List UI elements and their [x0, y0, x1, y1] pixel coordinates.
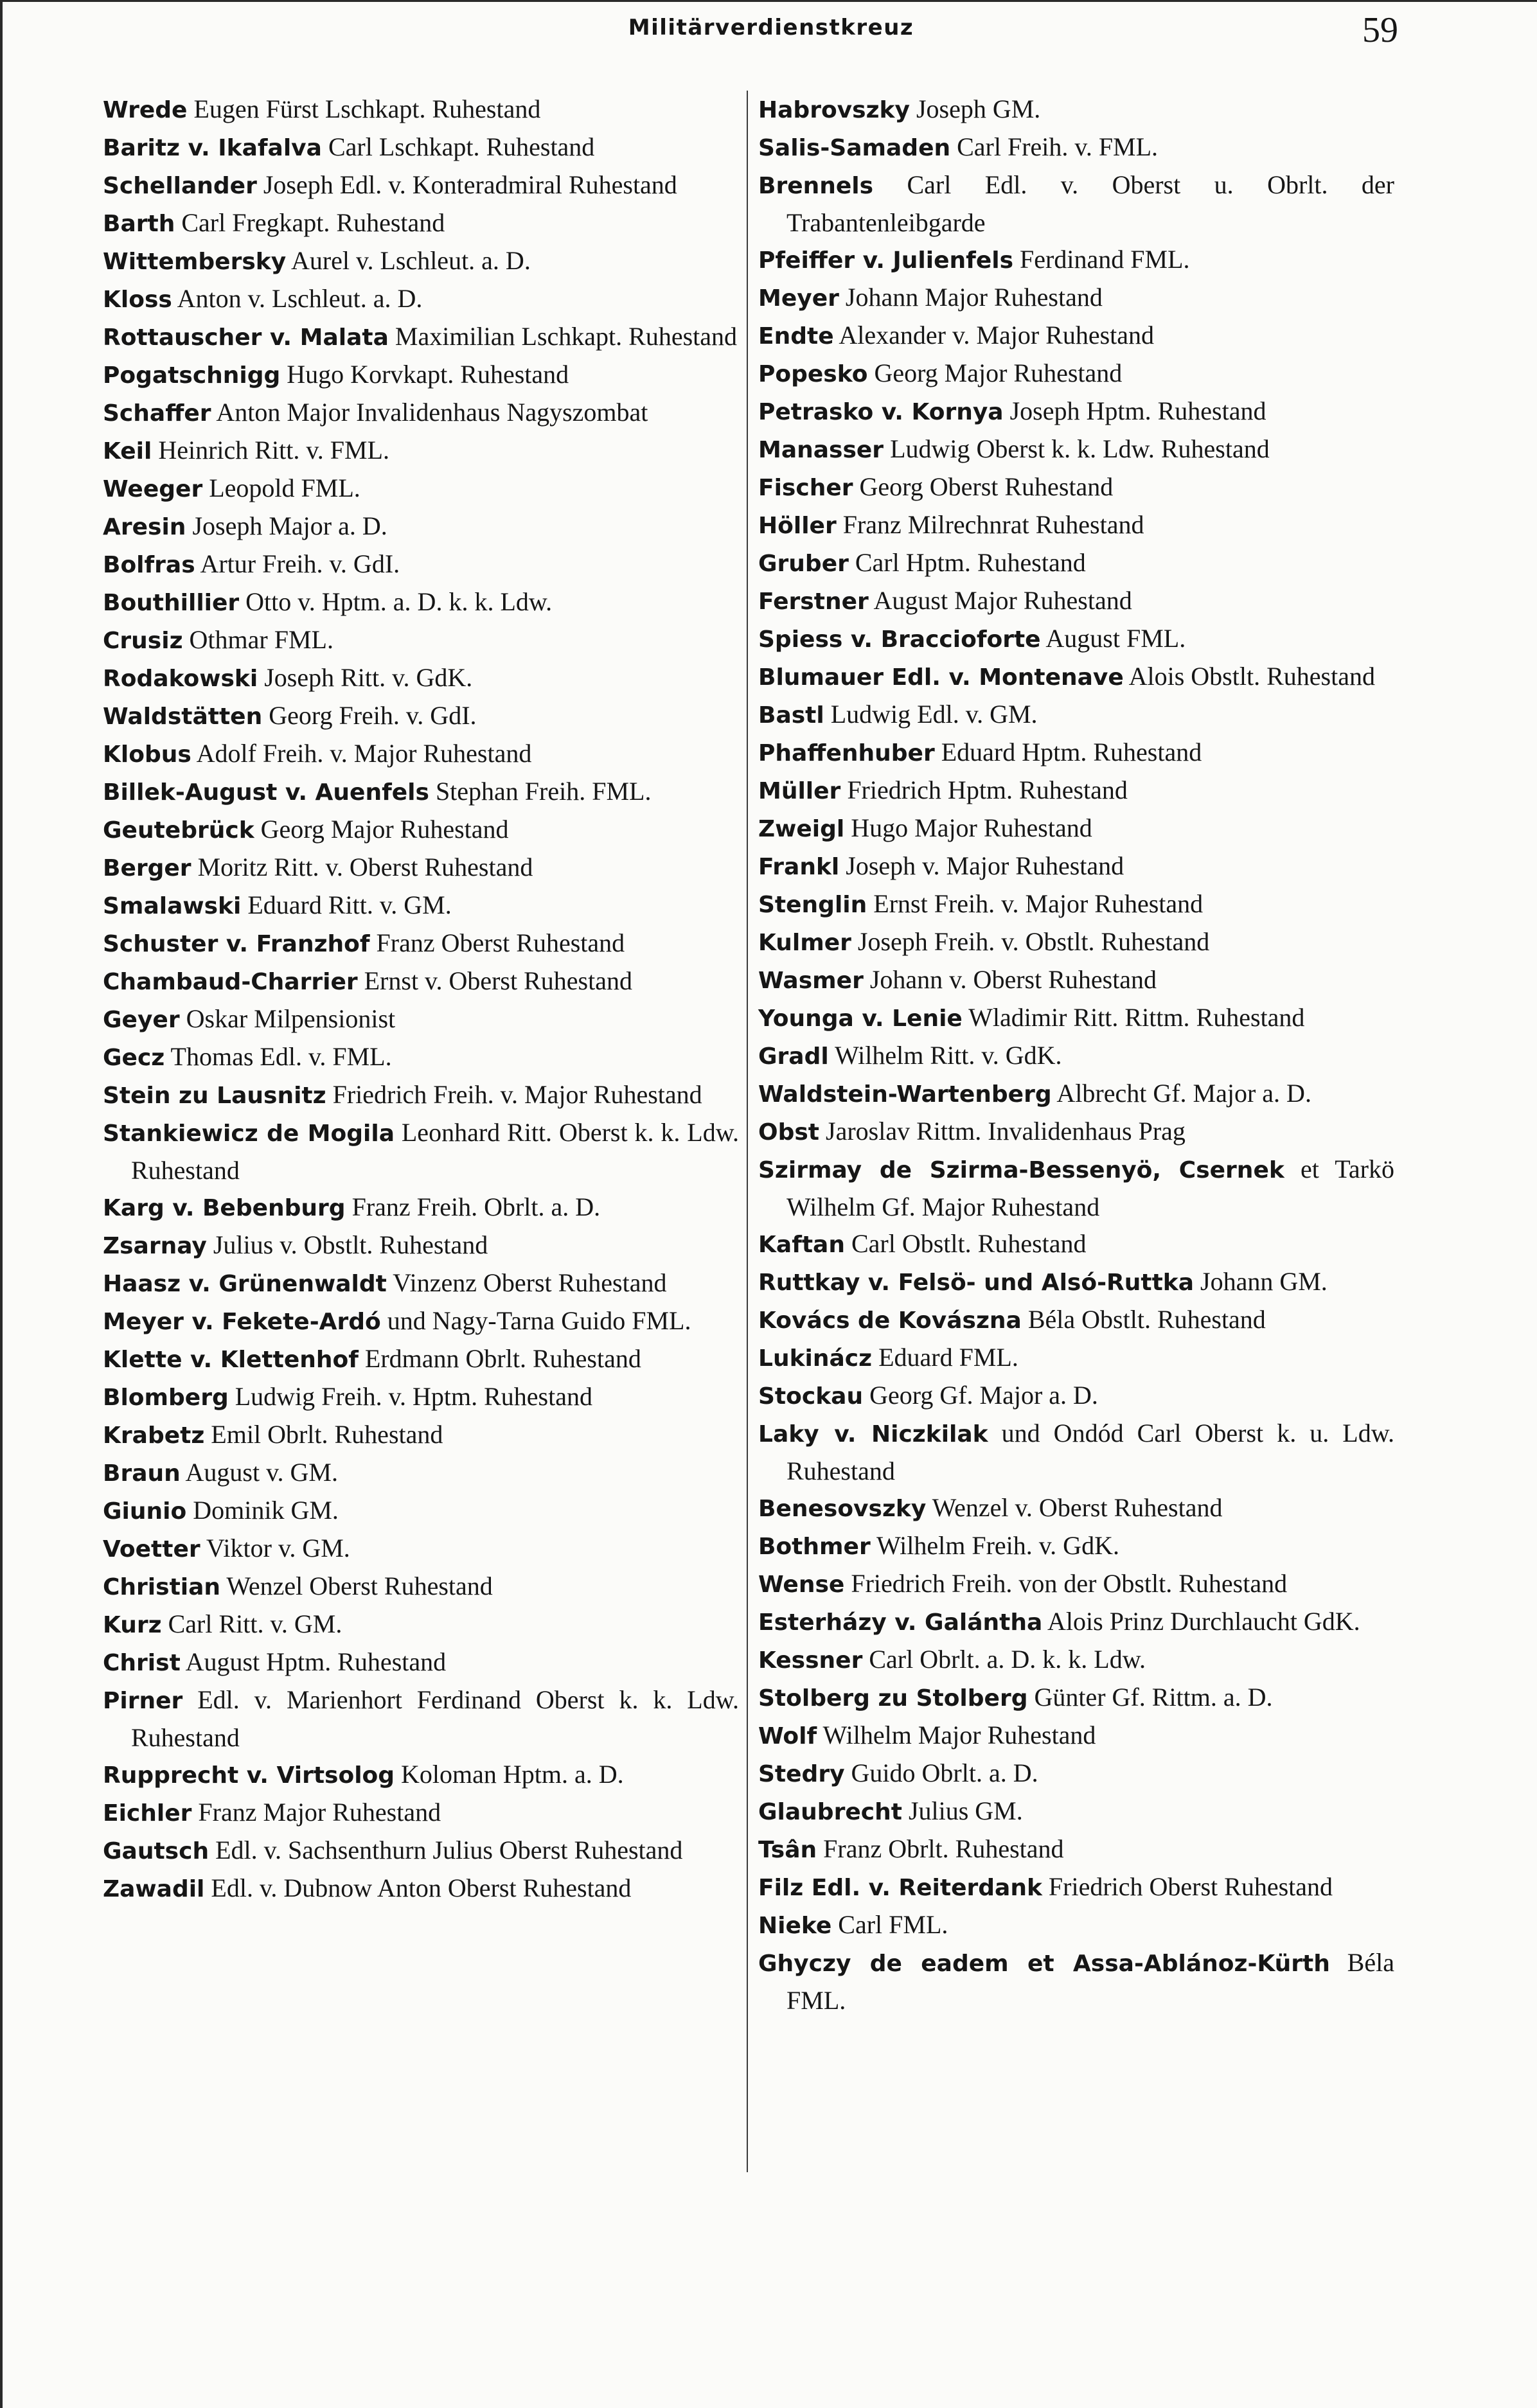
list-entry — [758, 696, 1394, 734]
entry-name: Habrovszky — [758, 97, 910, 123]
entry-name: Müller — [758, 778, 841, 804]
list-entry — [758, 317, 1394, 355]
entry-details: Ernst v. Oberst Ruhestand — [357, 966, 632, 995]
entry-details: Leonhard Ritt. Oberst k. k. Ldw. Ruhestand — [131, 1118, 739, 1185]
entry-details: Carl Ritt. v. GM. — [161, 1609, 342, 1638]
entry-details: Carl Edl. v. Oberst u. Obrlt. der Trabantenleibgarde — [786, 170, 1394, 237]
entry-details: et Tarkö Wilhelm Gf. Major Ruhestand — [786, 1155, 1394, 1221]
list-entry — [758, 658, 1394, 696]
entry-name: Kulmer — [758, 930, 851, 956]
entry-details: und Nagy-Tarna Guido FML. — [380, 1306, 691, 1335]
entry-details: Emil Obrlt. Ruhestand — [204, 1420, 443, 1449]
list-entry — [103, 91, 739, 128]
list-entry — [103, 280, 739, 318]
entry-name: Crusiz — [103, 628, 183, 654]
entry-name: Stockau — [758, 1383, 864, 1410]
entry-details: Stephan Freih. FML. — [429, 777, 652, 806]
entry-details: Erdmann Obrlt. Ruhestand — [358, 1344, 641, 1373]
entry-details: Wenzel v. Oberst Ruhestand — [926, 1493, 1223, 1522]
list-entry — [758, 1037, 1394, 1075]
entry-details: Alois Prinz Durchlaucht GdK. — [1042, 1607, 1360, 1636]
entry-name: Pogatschnigg — [103, 362, 281, 389]
entry-details: Joseph Edl. v. Konteradmiral Ruhestand — [256, 170, 677, 199]
page-title: Militärverdienstkreuz — [628, 15, 914, 40]
list-entry — [103, 697, 739, 735]
list-entry — [758, 430, 1394, 468]
list-entry — [103, 1454, 739, 1492]
entry-details: Georg Oberst Ruhestand — [853, 472, 1114, 501]
entry-name: Popesko — [758, 361, 868, 387]
entry-details: Ludwig Oberst k. k. Ldw. Ruhestand — [884, 434, 1270, 463]
entry-details: Georg Freih. v. GdI. — [262, 701, 477, 730]
entry-details: Ferdinand FML. — [1013, 245, 1190, 274]
list-entry — [758, 355, 1394, 393]
entry-name: Ghyczy de eadem et Assa-Ablánoz-Kürth — [758, 1951, 1330, 1977]
entry-name: Bolfras — [103, 552, 195, 578]
entry-name: Christ — [103, 1650, 181, 1676]
entry-name: Filz Edl. v. Reiterdank — [758, 1875, 1042, 1901]
entry-details: Franz Major Ruhestand — [191, 1798, 441, 1827]
list-entry — [758, 810, 1394, 847]
list-entry — [103, 1264, 739, 1302]
entry-details: Günter Gf. Rittm. a. D. — [1027, 1683, 1273, 1712]
list-entry — [103, 659, 739, 697]
entry-details: Friedrich Freih. v. Major Ruhestand — [326, 1080, 702, 1109]
list-entry — [758, 393, 1394, 430]
entry-name: Stein zu Lausnitz — [103, 1083, 326, 1109]
entry-name: Wrede — [103, 97, 188, 123]
entry-name: Geyer — [103, 1007, 180, 1033]
list-entry — [758, 923, 1394, 961]
entry-details: Guido Obrlt. a. D. — [844, 1758, 1038, 1787]
entry-name: Stedry — [758, 1761, 845, 1787]
entry-details: Aurel v. Lschleut. a. D. — [286, 246, 531, 275]
entry-name: Stankiewicz de Mogila — [103, 1120, 395, 1147]
entry-name: Ruttkay v. Felsö- und Alsó-Ruttka — [758, 1270, 1195, 1296]
entry-details: Friedrich Oberst Ruhestand — [1042, 1872, 1333, 1901]
entry-details: Carl Freih. v. FML. — [950, 132, 1159, 161]
entry-name: Spiess v. Braccioforte — [758, 626, 1041, 653]
list-entry — [103, 470, 739, 508]
entry-details: Ludwig Edl. v. GM. — [824, 700, 1038, 729]
entry-details: Otto v. Hptm. a. D. k. k. Ldw. — [239, 587, 553, 616]
entry-details: Georg Gf. Major a. D. — [863, 1381, 1098, 1410]
entry-name: Laky v. Niczkilak — [758, 1421, 988, 1447]
list-entry — [103, 1870, 739, 1908]
entry-details: und Ondód Carl Oberst k. u. Ldw. Ruhestand — [786, 1419, 1394, 1485]
entry-name: Kurz — [103, 1612, 162, 1638]
list-entry — [103, 1340, 739, 1378]
entry-name: Wolf — [758, 1723, 817, 1749]
entry-details: Carl Obrlt. a. D. k. k. Ldw. — [862, 1645, 1146, 1674]
list-entry — [103, 583, 739, 621]
list-entry — [103, 773, 739, 811]
entry-name: Baritz v. Ikafalva — [103, 135, 322, 161]
entry-details: Béla FML. — [786, 1948, 1394, 2015]
entry-name: Eichler — [103, 1800, 192, 1827]
entry-name: Gautsch — [103, 1838, 209, 1864]
list-entry — [758, 620, 1394, 658]
entry-details: Heinrich Ritt. v. FML. — [152, 436, 389, 465]
entry-details: Edl. v. Sachsenthurn Julius Oberst Ruhestand — [209, 1836, 683, 1864]
entry-name: Berger — [103, 855, 191, 881]
entry-name: Fischer — [758, 475, 853, 501]
list-entry — [758, 1755, 1394, 1793]
list-entry — [103, 1832, 739, 1870]
entry-details: Franz Freih. Obrlt. a. D. — [345, 1192, 601, 1221]
entry-name: Gradl — [758, 1043, 829, 1070]
entry-name: Voetter — [103, 1536, 200, 1563]
entry-name: Frankl — [758, 854, 840, 880]
entry-name: Schuster v. Franzhof — [103, 931, 370, 957]
entry-name: Blumauer Edl. v. Montenave — [758, 664, 1124, 691]
list-entry — [758, 1603, 1394, 1641]
entry-name: Geutebrück — [103, 817, 254, 844]
list-entry — [103, 1794, 739, 1832]
entry-name: Blomberg — [103, 1385, 229, 1411]
entry-name: Keil — [103, 438, 152, 465]
list-entry — [103, 621, 739, 659]
entry-name: Braun — [103, 1460, 181, 1487]
entry-name: Haasz v. Grünenwaldt — [103, 1271, 387, 1297]
entry-name: Gecz — [103, 1045, 165, 1071]
list-entry — [758, 1225, 1394, 1263]
entry-name: Rupprecht v. Virtsolog — [103, 1762, 395, 1789]
entry-name: Zweigl — [758, 816, 845, 842]
entry-name: Glaubrecht — [758, 1799, 902, 1825]
list-entry — [758, 772, 1394, 810]
entry-name: Salis-Samaden — [758, 135, 951, 161]
entry-name: Stolberg zu Stolberg — [758, 1685, 1028, 1712]
entry-details: Leopold FML. — [202, 474, 360, 502]
entry-details: August v. GM. — [180, 1458, 338, 1487]
list-entry — [758, 734, 1394, 772]
entry-details: Ludwig Freih. v. Hptm. Ruhestand — [228, 1382, 592, 1411]
page-header — [3, 10, 1537, 53]
entry-name: Schaffer — [103, 400, 211, 427]
entry-details: Artur Freih. v. GdI. — [195, 549, 400, 578]
entry-details: Dominik GM. — [186, 1496, 339, 1525]
entry-details: Hugo Major Ruhestand — [844, 813, 1092, 842]
list-entry — [103, 1681, 739, 1756]
entry-details: Joseph Major a. D. — [186, 511, 387, 540]
entry-name: Szirmay de Szirma-Bessenyö, Csernek — [758, 1157, 1284, 1183]
entry-details: Eduard Hptm. Ruhestand — [934, 738, 1202, 766]
entry-details: Anton Major Invalidenhaus Nagyszombat — [211, 398, 648, 427]
entry-name: Zsarnay — [103, 1233, 207, 1259]
entry-name: Tsân — [758, 1837, 817, 1863]
list-entry — [758, 847, 1394, 885]
entry-name: Waldstein-Wartenberg — [758, 1081, 1052, 1108]
list-entry — [103, 1076, 739, 1114]
entry-details: Koloman Hptm. a. D. — [395, 1760, 624, 1789]
entry-details: Carl FML. — [831, 1910, 948, 1939]
entry-details: Wilhelm Freih. v. GdK. — [870, 1531, 1119, 1560]
entry-name: Rottauscher v. Malata — [103, 324, 389, 351]
entry-name: Schellander — [103, 173, 257, 199]
entry-details: Eduard Ritt. v. GM. — [241, 890, 452, 919]
list-entry — [103, 508, 739, 545]
entry-details: Wilhelm Major Ruhestand — [817, 1721, 1096, 1749]
list-entry — [758, 91, 1394, 128]
list-entry — [758, 885, 1394, 923]
entry-name: Barth — [103, 211, 175, 237]
list-entry — [758, 1415, 1394, 1489]
entry-name: Kaftan — [758, 1232, 845, 1258]
list-entry — [103, 128, 739, 166]
entry-details: Joseph GM. — [909, 94, 1041, 123]
entry-name: Esterházy v. Galántha — [758, 1609, 1043, 1636]
list-entry — [758, 1263, 1394, 1301]
entry-details: Thomas Edl. v. FML. — [164, 1042, 392, 1071]
list-entry — [758, 1489, 1394, 1527]
entry-details: Friedrich Freih. von der Obstlt. Ruhestand — [844, 1569, 1288, 1598]
entry-name: Höller — [758, 513, 837, 539]
entry-name: Karg v. Bebenburg — [103, 1195, 346, 1221]
entry-details: Ernst Freih. v. Major Ruhestand — [867, 889, 1204, 918]
entry-details: Joseph Hptm. Ruhestand — [1003, 396, 1266, 425]
entry-details: Hugo Korvkapt. Ruhestand — [280, 360, 569, 389]
list-entry — [103, 1378, 739, 1416]
list-entry — [758, 468, 1394, 506]
entry-name: Benesovszky — [758, 1496, 927, 1522]
entry-name: Bastl — [758, 702, 824, 729]
entry-name: Christian — [103, 1574, 221, 1600]
list-entry — [758, 1641, 1394, 1679]
list-entry — [103, 925, 739, 962]
entry-details: Franz Milrechnrat Ruhestand — [836, 510, 1144, 539]
list-entry — [758, 1793, 1394, 1830]
entry-details: Wilhelm Ritt. v. GdK. — [828, 1041, 1062, 1070]
list-entry — [103, 1189, 739, 1226]
entry-details: August Major Ruhestand — [868, 586, 1132, 615]
list-entry — [103, 1492, 739, 1530]
list-entry — [103, 545, 739, 583]
entry-details: Anton v. Lschleut. a. D. — [172, 284, 423, 313]
entry-name: Meyer v. Fekete-Ardó — [103, 1309, 381, 1335]
column-divider — [747, 91, 748, 2172]
list-entry — [103, 1226, 739, 1264]
entry-name: Kovács de Kovászna — [758, 1307, 1022, 1334]
list-entry — [758, 1377, 1394, 1415]
list-entry — [103, 356, 739, 394]
list-entry — [758, 582, 1394, 620]
list-entry — [103, 1606, 739, 1643]
entry-name: Krabetz — [103, 1422, 205, 1449]
list-entry — [103, 1302, 739, 1340]
entry-details: Eduard FML. — [872, 1343, 1018, 1372]
list-entry — [103, 1756, 739, 1794]
entry-details: Viktor v. GM. — [200, 1534, 350, 1563]
entry-details: Edl. v. Marienhort Ferdinand Oberst k. k. Ldw. Ruhestand — [131, 1685, 739, 1752]
entry-name: Wasmer — [758, 968, 864, 994]
entry-name: Bouthillier — [103, 590, 240, 616]
entry-details: Carl Fregkapt. Ruhestand — [175, 208, 445, 237]
page-number: 59 — [1362, 10, 1398, 50]
list-entry — [103, 318, 739, 356]
entry-name: Gruber — [758, 551, 849, 577]
entry-name: Brennels — [758, 173, 874, 199]
entry-details: Edl. v. Dubnow Anton Oberst Ruhestand — [204, 1873, 632, 1902]
left-column — [103, 91, 739, 1908]
list-entry — [758, 999, 1394, 1037]
list-entry — [758, 1339, 1394, 1377]
entry-details: Franz Oberst Ruhestand — [369, 928, 625, 957]
list-entry — [758, 1906, 1394, 1944]
entry-name: Chambaud-Charrier — [103, 969, 358, 995]
list-entry — [758, 1075, 1394, 1113]
entry-name: Obst — [758, 1119, 820, 1146]
entry-details: Franz Obrlt. Ruhestand — [817, 1834, 1064, 1863]
entry-details: Othmar FML. — [182, 625, 333, 654]
entry-name: Ferstner — [758, 589, 869, 615]
list-entry — [758, 279, 1394, 317]
list-entry — [103, 849, 739, 887]
entry-name: Smalawski — [103, 893, 242, 919]
entry-details: Moritz Ritt. v. Oberst Ruhestand — [191, 853, 533, 881]
entry-name: Phaffenhuber — [758, 740, 935, 766]
entry-name: Endte — [758, 323, 834, 350]
list-entry — [103, 166, 739, 204]
list-entry — [758, 1151, 1394, 1225]
entry-name: Younga v. Lenie — [758, 1005, 963, 1032]
entry-name: Klobus — [103, 741, 191, 768]
entry-name: Zawadil — [103, 1876, 205, 1902]
entry-details: Georg Major Ruhestand — [867, 359, 1123, 387]
entry-details: Johann v. Oberst Ruhestand — [863, 965, 1157, 994]
list-entry — [103, 1568, 739, 1606]
entry-name: Pfeiffer v. Julienfels — [758, 247, 1014, 274]
entry-details: Wladimir Ritt. Rittm. Ruhestand — [962, 1003, 1305, 1032]
entry-details: Joseph Freih. v. Obstlt. Ruhestand — [851, 927, 1210, 956]
list-entry — [103, 735, 739, 773]
list-entry — [103, 1416, 739, 1454]
list-entry — [103, 394, 739, 432]
list-entry — [758, 1527, 1394, 1565]
list-entry — [758, 506, 1394, 544]
entry-details: Joseph Ritt. v. GdK. — [258, 663, 473, 692]
entry-details: Alois Obstlt. Ruhestand — [1123, 662, 1375, 691]
entry-details: Carl Obstlt. Ruhestand — [844, 1229, 1087, 1258]
list-entry — [758, 241, 1394, 279]
entry-name: Aresin — [103, 514, 186, 540]
entry-name: Waldstätten — [103, 704, 263, 730]
entry-details: Johann GM. — [1194, 1267, 1328, 1296]
list-entry — [758, 166, 1394, 241]
entry-name: Kessner — [758, 1647, 863, 1674]
entry-details: August Hptm. Ruhestand — [180, 1647, 447, 1676]
entry-details: Julius GM. — [902, 1796, 1023, 1825]
entry-name: Wittembersky — [103, 249, 287, 275]
list-entry — [103, 432, 739, 470]
entry-name: Stenglin — [758, 892, 867, 918]
list-entry — [758, 544, 1394, 582]
entry-name: Manasser — [758, 437, 884, 463]
entry-details: Eugen Fürst Lschkapt. Ruhestand — [187, 94, 541, 123]
right-column — [758, 91, 1394, 2019]
list-entry — [103, 962, 739, 1000]
list-entry — [103, 811, 739, 849]
entry-details: Carl Hptm. Ruhestand — [848, 548, 1086, 577]
list-entry — [103, 204, 739, 242]
entry-details: Maximilian Lschkapt. Ruhestand — [388, 322, 738, 351]
list-entry — [758, 1717, 1394, 1755]
entry-details: Georg Major Ruhestand — [254, 815, 509, 844]
list-entry — [758, 961, 1394, 999]
entry-details: Béla Obstlt. Ruhestand — [1021, 1305, 1266, 1334]
list-entry — [758, 1830, 1394, 1868]
entry-name: Pirner — [103, 1688, 183, 1714]
entry-name: Rodakowski — [103, 666, 258, 692]
list-entry — [103, 1000, 739, 1038]
entry-details: Vinzenz Oberst Ruhestand — [386, 1268, 667, 1297]
entry-details: Wenzel Oberst Ruhestand — [220, 1571, 493, 1600]
entry-name: Lukinácz — [758, 1345, 873, 1372]
entry-details: Alexander v. Major Ruhestand — [833, 321, 1155, 350]
entry-details: Julius v. Obstlt. Ruhestand — [206, 1230, 488, 1259]
entry-details: August FML. — [1040, 624, 1186, 653]
entry-details: Friedrich Hptm. Ruhestand — [840, 775, 1128, 804]
list-entry — [103, 1114, 739, 1189]
entry-details: Albrecht Gf. Major a. D. — [1051, 1079, 1311, 1108]
list-entry — [758, 1679, 1394, 1717]
list-entry — [758, 1301, 1394, 1339]
list-entry — [758, 1565, 1394, 1603]
entry-name: Bothmer — [758, 1534, 871, 1560]
entry-name: Meyer — [758, 285, 839, 312]
list-entry — [758, 1113, 1394, 1151]
list-entry — [103, 1530, 739, 1568]
entry-name: Billek-August v. Auenfels — [103, 779, 429, 806]
entry-details: Adolf Freih. v. Major Ruhestand — [191, 739, 532, 768]
entry-name: Nieke — [758, 1913, 832, 1939]
list-entry — [103, 1038, 739, 1076]
list-entry — [103, 887, 739, 925]
list-entry — [103, 1643, 739, 1681]
list-entry — [103, 242, 739, 280]
list-entry — [758, 1944, 1394, 2019]
entry-details: Oskar Milpensionist — [179, 1004, 396, 1033]
entry-details: Joseph v. Major Ruhestand — [839, 851, 1124, 880]
entry-details: Johann Major Ruhestand — [839, 283, 1103, 312]
entry-name: Petrasko v. Kornya — [758, 399, 1004, 425]
list-entry — [758, 1868, 1394, 1906]
entry-details: Jaroslav Rittm. Invalidenhaus Prag — [819, 1117, 1186, 1146]
list-entry — [758, 128, 1394, 166]
entry-name: Weeger — [103, 476, 203, 502]
entry-name: Wense — [758, 1571, 845, 1598]
entry-name: Klette v. Klettenhof — [103, 1347, 359, 1373]
entry-name: Kloss — [103, 287, 172, 313]
entry-name: Giunio — [103, 1498, 187, 1525]
entry-details: Carl Lschkapt. Ruhestand — [321, 132, 595, 161]
